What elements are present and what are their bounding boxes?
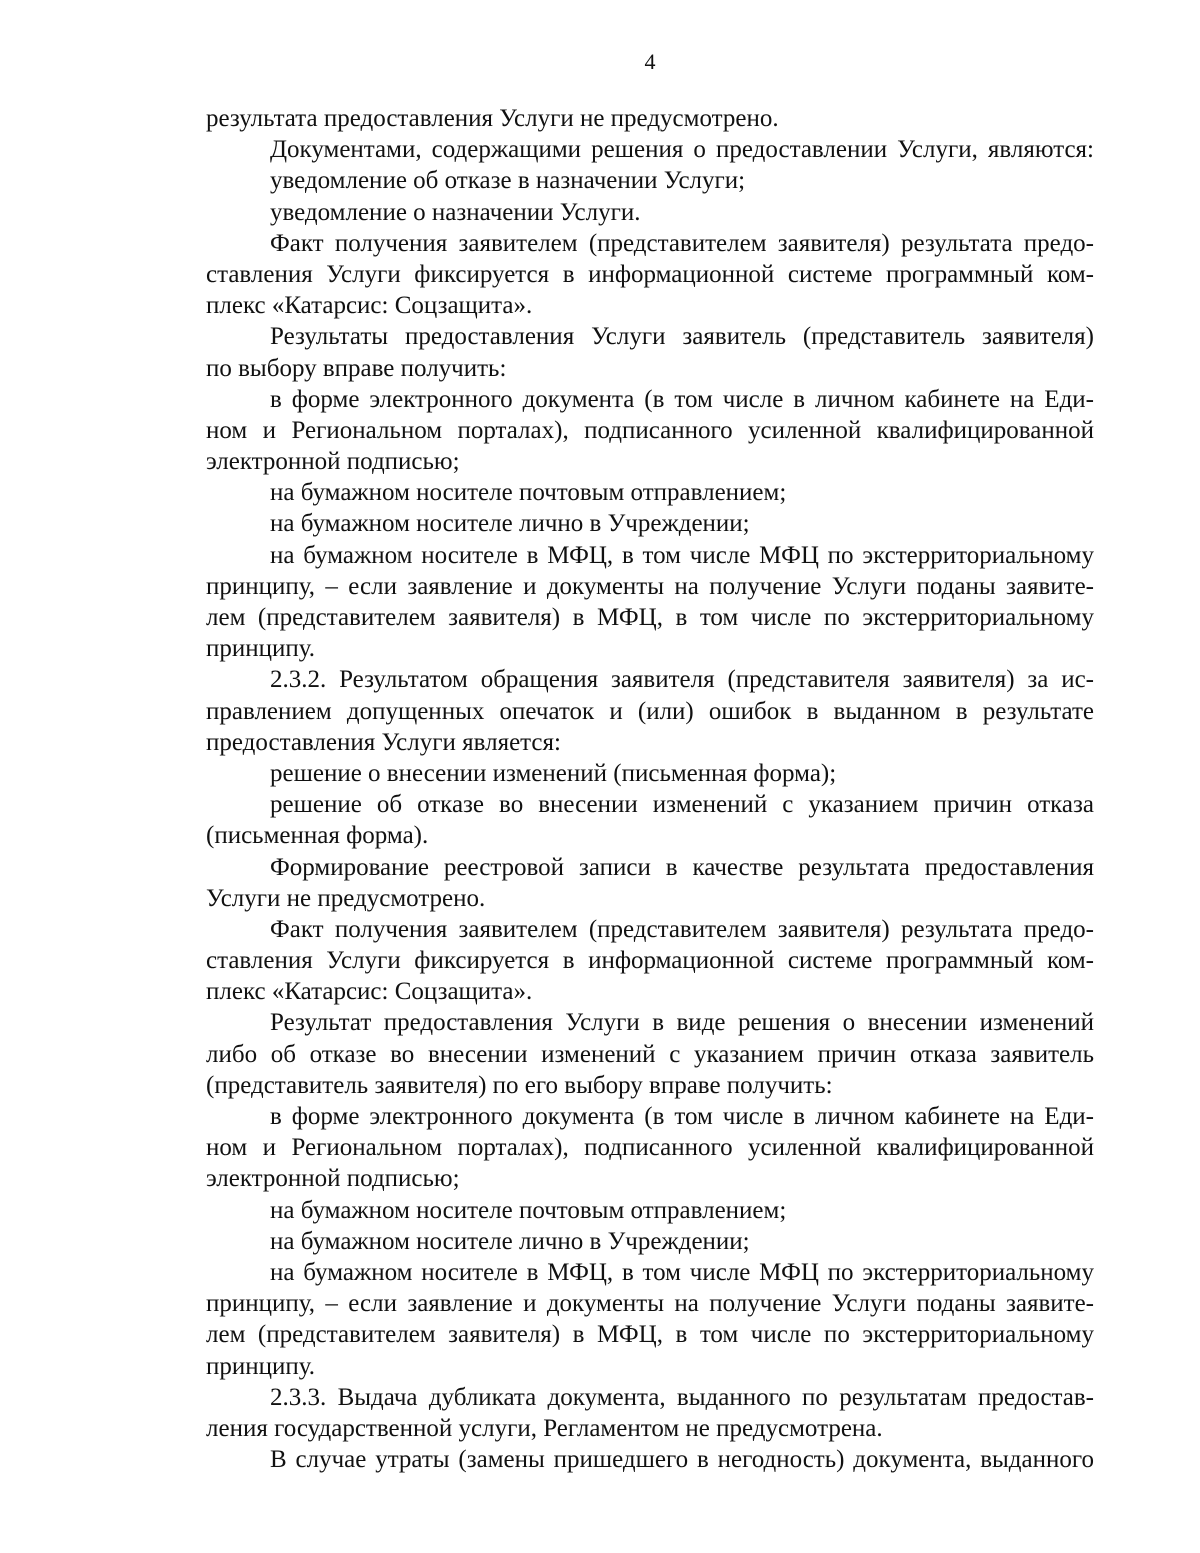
text-line: плекс «Катарсис: Соцзащита».	[206, 292, 533, 320]
text-line: (представитель заявителя) по его выбору вправе получить:	[206, 1071, 833, 1099]
text-line: Результаты предоставления Услуги заявитель (представитель заявителя)	[270, 323, 1094, 351]
text-line: ставления Услуги фиксируется в информационной системе программный ком-	[206, 260, 1094, 288]
text-line: электронной подписью;	[206, 1165, 460, 1193]
text-line: на бумажном носителе в МФЦ, в том числе МФЦ по экстерриториальному	[270, 541, 1094, 569]
text-line: по выбору вправе получить:	[206, 354, 507, 382]
text-line: принципу, – если заявление и документы на получение Услуги поданы заявите-	[206, 572, 1094, 600]
text-line: В случае утраты (замены пришедшего в негодность) документа, выданного	[270, 1446, 1094, 1474]
text-line: принципу, – если заявление и документы на получение Услуги поданы заявите-	[206, 1290, 1094, 1318]
text-line: 2.3.3. Выдача дубликата документа, выданного по результатам предостав-	[270, 1383, 1094, 1411]
text-line: решение об отказе во внесении изменений с указанием причин отказа	[270, 791, 1094, 819]
text-line: 2.3.2. Результатом обращения заявителя (представителя заявителя) за ис-	[270, 666, 1094, 694]
text-line: на бумажном носителе почтовым отправлением;	[270, 1196, 787, 1224]
text-line: на бумажном носителе лично в Учреждении;	[270, 510, 750, 538]
text-line: уведомление об отказе в назначении Услуги;	[270, 167, 746, 195]
text-line: уведомление о назначении Услуги.	[270, 198, 641, 226]
document-body	[206, 103, 1094, 1475]
text-line: (письменная форма).	[206, 822, 429, 850]
text-line: предоставления Услуги является:	[206, 728, 561, 756]
text-line: на бумажном носителе в МФЦ, в том числе МФЦ по экстерриториальному	[270, 1258, 1094, 1286]
text-line: Документами, содержащими решения о предоставлении Услуги, являются:	[270, 136, 1094, 164]
text-line: Факт получения заявителем (представителем заявителя) результата предо-	[270, 915, 1094, 943]
text-line: лем (представителем заявителя) в МФЦ, в том числе по экстерриториальному	[206, 1321, 1094, 1349]
text-line: ставления Услуги фиксируется в информационной системе программный ком-	[206, 947, 1094, 975]
text-line: в форме электронного документа (в том числе в личном кабинете на Еди-	[270, 385, 1094, 413]
text-line: правлением допущенных опечаток и (или) ошибок в выданном в результате	[206, 697, 1094, 725]
text-line: на бумажном носителе почтовым отправлением;	[270, 479, 787, 507]
text-line: в форме электронного документа (в том числе в личном кабинете на Еди-	[270, 1103, 1094, 1130]
text-line: решение о внесении изменений (письменная форма);	[270, 759, 837, 787]
text-line: принципу.	[206, 635, 316, 663]
text-line: ном и Региональном порталах), подписанного усиленной квалифицированной	[206, 1134, 1094, 1162]
text-line: ном и Региональном порталах), подписанного усиленной квалифицированной	[206, 416, 1094, 444]
text-line: Услуги не предусмотрено.	[206, 884, 486, 912]
text-line: Факт получения заявителем (представителем заявителя) результата предо-	[270, 229, 1094, 257]
page-number: 4	[644, 49, 656, 74]
text-line: либо об отказе во внесении изменений с указанием причин отказа заявитель	[206, 1040, 1094, 1068]
text-line: Формирование реестровой записи в качестве результата предоставления	[270, 853, 1094, 881]
text-line: ления государственной услуги, Регламентом не предусмотрена.	[206, 1414, 883, 1442]
text-line: плекс «Катарсис: Соцзащита».	[206, 978, 533, 1006]
text-line: лем (представителем заявителя) в МФЦ, в том числе по экстерриториальному	[206, 604, 1094, 631]
text-line: принципу.	[206, 1352, 316, 1380]
text-line: электронной подписью;	[206, 448, 460, 476]
text-line: результата предоставления Услуги не предусмотрено.	[206, 105, 779, 132]
text-line: Результат предоставления Услуги в виде решения о внесении изменений	[270, 1009, 1094, 1037]
text-line: на бумажном носителе лично в Учреждении;	[270, 1227, 750, 1255]
